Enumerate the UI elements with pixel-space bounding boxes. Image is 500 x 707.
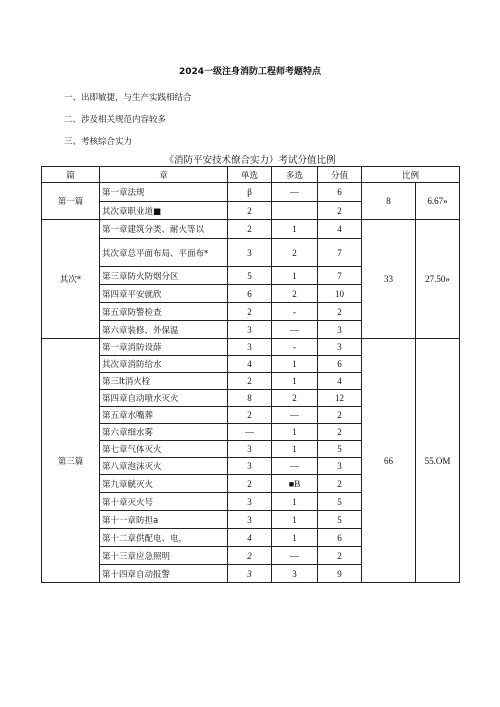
table-header-row <box>42 167 460 183</box>
score-cell: 3 <box>318 458 362 475</box>
score-cell: 5 <box>318 493 362 511</box>
multi-choice-cell: ■B <box>272 475 318 493</box>
single-choice-cell: 4 <box>228 356 272 373</box>
single-choice-cell: 4 <box>228 529 272 547</box>
single-choice-cell: 3 <box>228 565 272 583</box>
table-row <box>42 339 460 356</box>
table-caption: 《消防平安技术僚合实力）考试分值比例 <box>164 155 336 166</box>
chapter-name-cell: 第十四章自动报警 <box>100 565 228 583</box>
multi-choice-cell: 1 <box>272 424 318 441</box>
score-cell: 9 <box>318 565 362 583</box>
single-choice-cell: β <box>228 183 272 202</box>
chapter-name-cell: 第十一章防担a <box>100 511 228 529</box>
multi-choice-cell: — <box>272 321 318 339</box>
multi-choice-cell: 3 <box>272 565 318 583</box>
multi-choice-cell <box>272 202 318 220</box>
part-subtotal-cell: 66 <box>362 339 416 583</box>
score-cell: 4 <box>318 373 362 390</box>
table-row <box>42 220 460 239</box>
header-score: 分值 <box>318 167 362 183</box>
multi-choice-cell: 2 <box>272 285 318 303</box>
single-choice-cell: — <box>228 424 272 441</box>
score-cell: 5 <box>318 511 362 529</box>
score-cell: 3 <box>318 321 362 339</box>
single-choice-cell: 3 <box>228 441 272 458</box>
part-ratio-cell: 27.50» <box>416 220 460 339</box>
multi-choice-cell: 1 <box>272 441 318 458</box>
header-multi-choice: 多选 <box>272 167 318 183</box>
multi-choice-cell: 1 <box>272 529 318 547</box>
chapter-name-cell: 第十二章供配电、电， <box>100 529 228 547</box>
chapter-name-cell: 第五章防警检查 <box>100 303 228 321</box>
score-cell: 7 <box>318 267 362 285</box>
single-choice-cell: 2 <box>228 303 272 321</box>
chapter-name-cell: 第六章装修、外保温 <box>100 321 228 339</box>
multi-choice-cell: 1 <box>272 267 318 285</box>
key-point-2: 二、涉及相关规范内容较多 <box>64 115 167 125</box>
part-name-cell: 其次* <box>42 220 100 339</box>
document-title: 2024一级注身消防工程师考题特点 <box>178 67 322 77</box>
part-name-cell: 第三篇 <box>42 339 100 583</box>
chapter-name-cell: 第九章觥灭火 <box>100 475 228 493</box>
chapter-name-cell: 第四章自动喷水灭火 <box>100 390 228 407</box>
single-choice-cell: 2 <box>228 202 272 220</box>
single-choice-cell: 2 <box>228 475 272 493</box>
multi-choice-cell: — <box>272 547 318 565</box>
part-subtotal-cell: 8 <box>362 183 416 220</box>
single-choice-cell: 3 <box>228 458 272 475</box>
header-ratio: 比例 <box>362 167 460 183</box>
score-cell: 2 <box>318 424 362 441</box>
single-choice-cell: 3 <box>228 511 272 529</box>
header-part: 篇 <box>42 167 100 183</box>
chapter-name-cell: 第十章灭火号 <box>100 493 228 511</box>
multi-choice-cell: 1 <box>272 493 318 511</box>
chapter-name-cell: 第十三章应急照明 <box>100 547 228 565</box>
score-cell: 2 <box>318 202 362 220</box>
score-cell: 7 <box>318 239 362 267</box>
part-name-cell: 第一篇 <box>42 183 100 220</box>
single-choice-cell: 6 <box>228 285 272 303</box>
single-choice-cell: 2 <box>228 547 272 565</box>
score-cell: 3 <box>318 339 362 356</box>
chapter-name-cell: 第五章水嘴葬 <box>100 407 228 424</box>
multi-choice-cell: 1 <box>272 511 318 529</box>
score-cell: 12 <box>318 390 362 407</box>
score-cell: 2 <box>318 475 362 493</box>
score-cell: 6 <box>318 183 362 202</box>
single-choice-cell: 2 <box>228 407 272 424</box>
multi-choice-cell: 2 <box>272 390 318 407</box>
score-distribution-table <box>41 166 460 583</box>
multi-choice-cell: 2 <box>272 239 318 267</box>
chapter-name-cell: 第三章防火防烟分区 <box>100 267 228 285</box>
chapter-name-cell: 第一章法规 <box>100 183 228 202</box>
score-cell: 4 <box>318 220 362 239</box>
multi-choice-cell: 1 <box>272 220 318 239</box>
multi-choice-cell: - <box>272 303 318 321</box>
header-chapter: 章 <box>100 167 228 183</box>
chapter-name-cell: 第六章细水雾 <box>100 424 228 441</box>
multi-choice-cell: - <box>272 339 318 356</box>
score-cell: 5 <box>318 441 362 458</box>
single-choice-cell: 2 <box>228 220 272 239</box>
score-cell: 2 <box>318 303 362 321</box>
single-choice-cell: 3 <box>228 239 272 267</box>
single-choice-cell: 3 <box>228 339 272 356</box>
chapter-name-cell: 第七章气体灭火 <box>100 441 228 458</box>
multi-choice-cell: — <box>272 183 318 202</box>
multi-choice-cell: — <box>272 458 318 475</box>
chapter-name-cell: 其次章消防给水 <box>100 356 228 373</box>
part-ratio-cell: 55.OM <box>416 339 460 583</box>
chapter-name-cell: 其次章总平面布局、平面布* <box>100 239 228 267</box>
multi-choice-cell: 1 <box>272 373 318 390</box>
chapter-name-cell: 第一章建筑分类、耐火等以 <box>100 220 228 239</box>
single-choice-cell: 8 <box>228 390 272 407</box>
chapter-name-cell: 第一章消防设薛 <box>100 339 228 356</box>
score-cell: 6 <box>318 356 362 373</box>
single-choice-cell: 2 <box>228 373 272 390</box>
score-cell: 10 <box>318 285 362 303</box>
part-ratio-cell: 6.67» <box>416 183 460 220</box>
single-choice-cell: 3 <box>228 493 272 511</box>
key-point-1: 一、出即敏捷，与生产实践相结合 <box>64 93 192 103</box>
score-cell: 2 <box>318 407 362 424</box>
chapter-name-cell: 第八章泡沫灭火 <box>100 458 228 475</box>
score-cell: 2 <box>318 547 362 565</box>
key-point-3: 三、考核综合实力 <box>64 137 133 147</box>
chapter-name-cell: 第三lt消火栓 <box>100 373 228 390</box>
chapter-name-cell: 第四章平安就欣 <box>100 285 228 303</box>
table-row <box>42 183 460 202</box>
table-body <box>42 183 460 583</box>
header-single-choice: 单选 <box>228 167 272 183</box>
single-choice-cell: 5 <box>228 267 272 285</box>
multi-choice-cell: 1 <box>272 356 318 373</box>
part-subtotal-cell: 33 <box>362 220 416 339</box>
single-choice-cell: 3 <box>228 321 272 339</box>
multi-choice-cell: — <box>272 407 318 424</box>
chapter-name-cell: 其次章职业道■ <box>100 202 228 220</box>
score-cell: 6 <box>318 529 362 547</box>
